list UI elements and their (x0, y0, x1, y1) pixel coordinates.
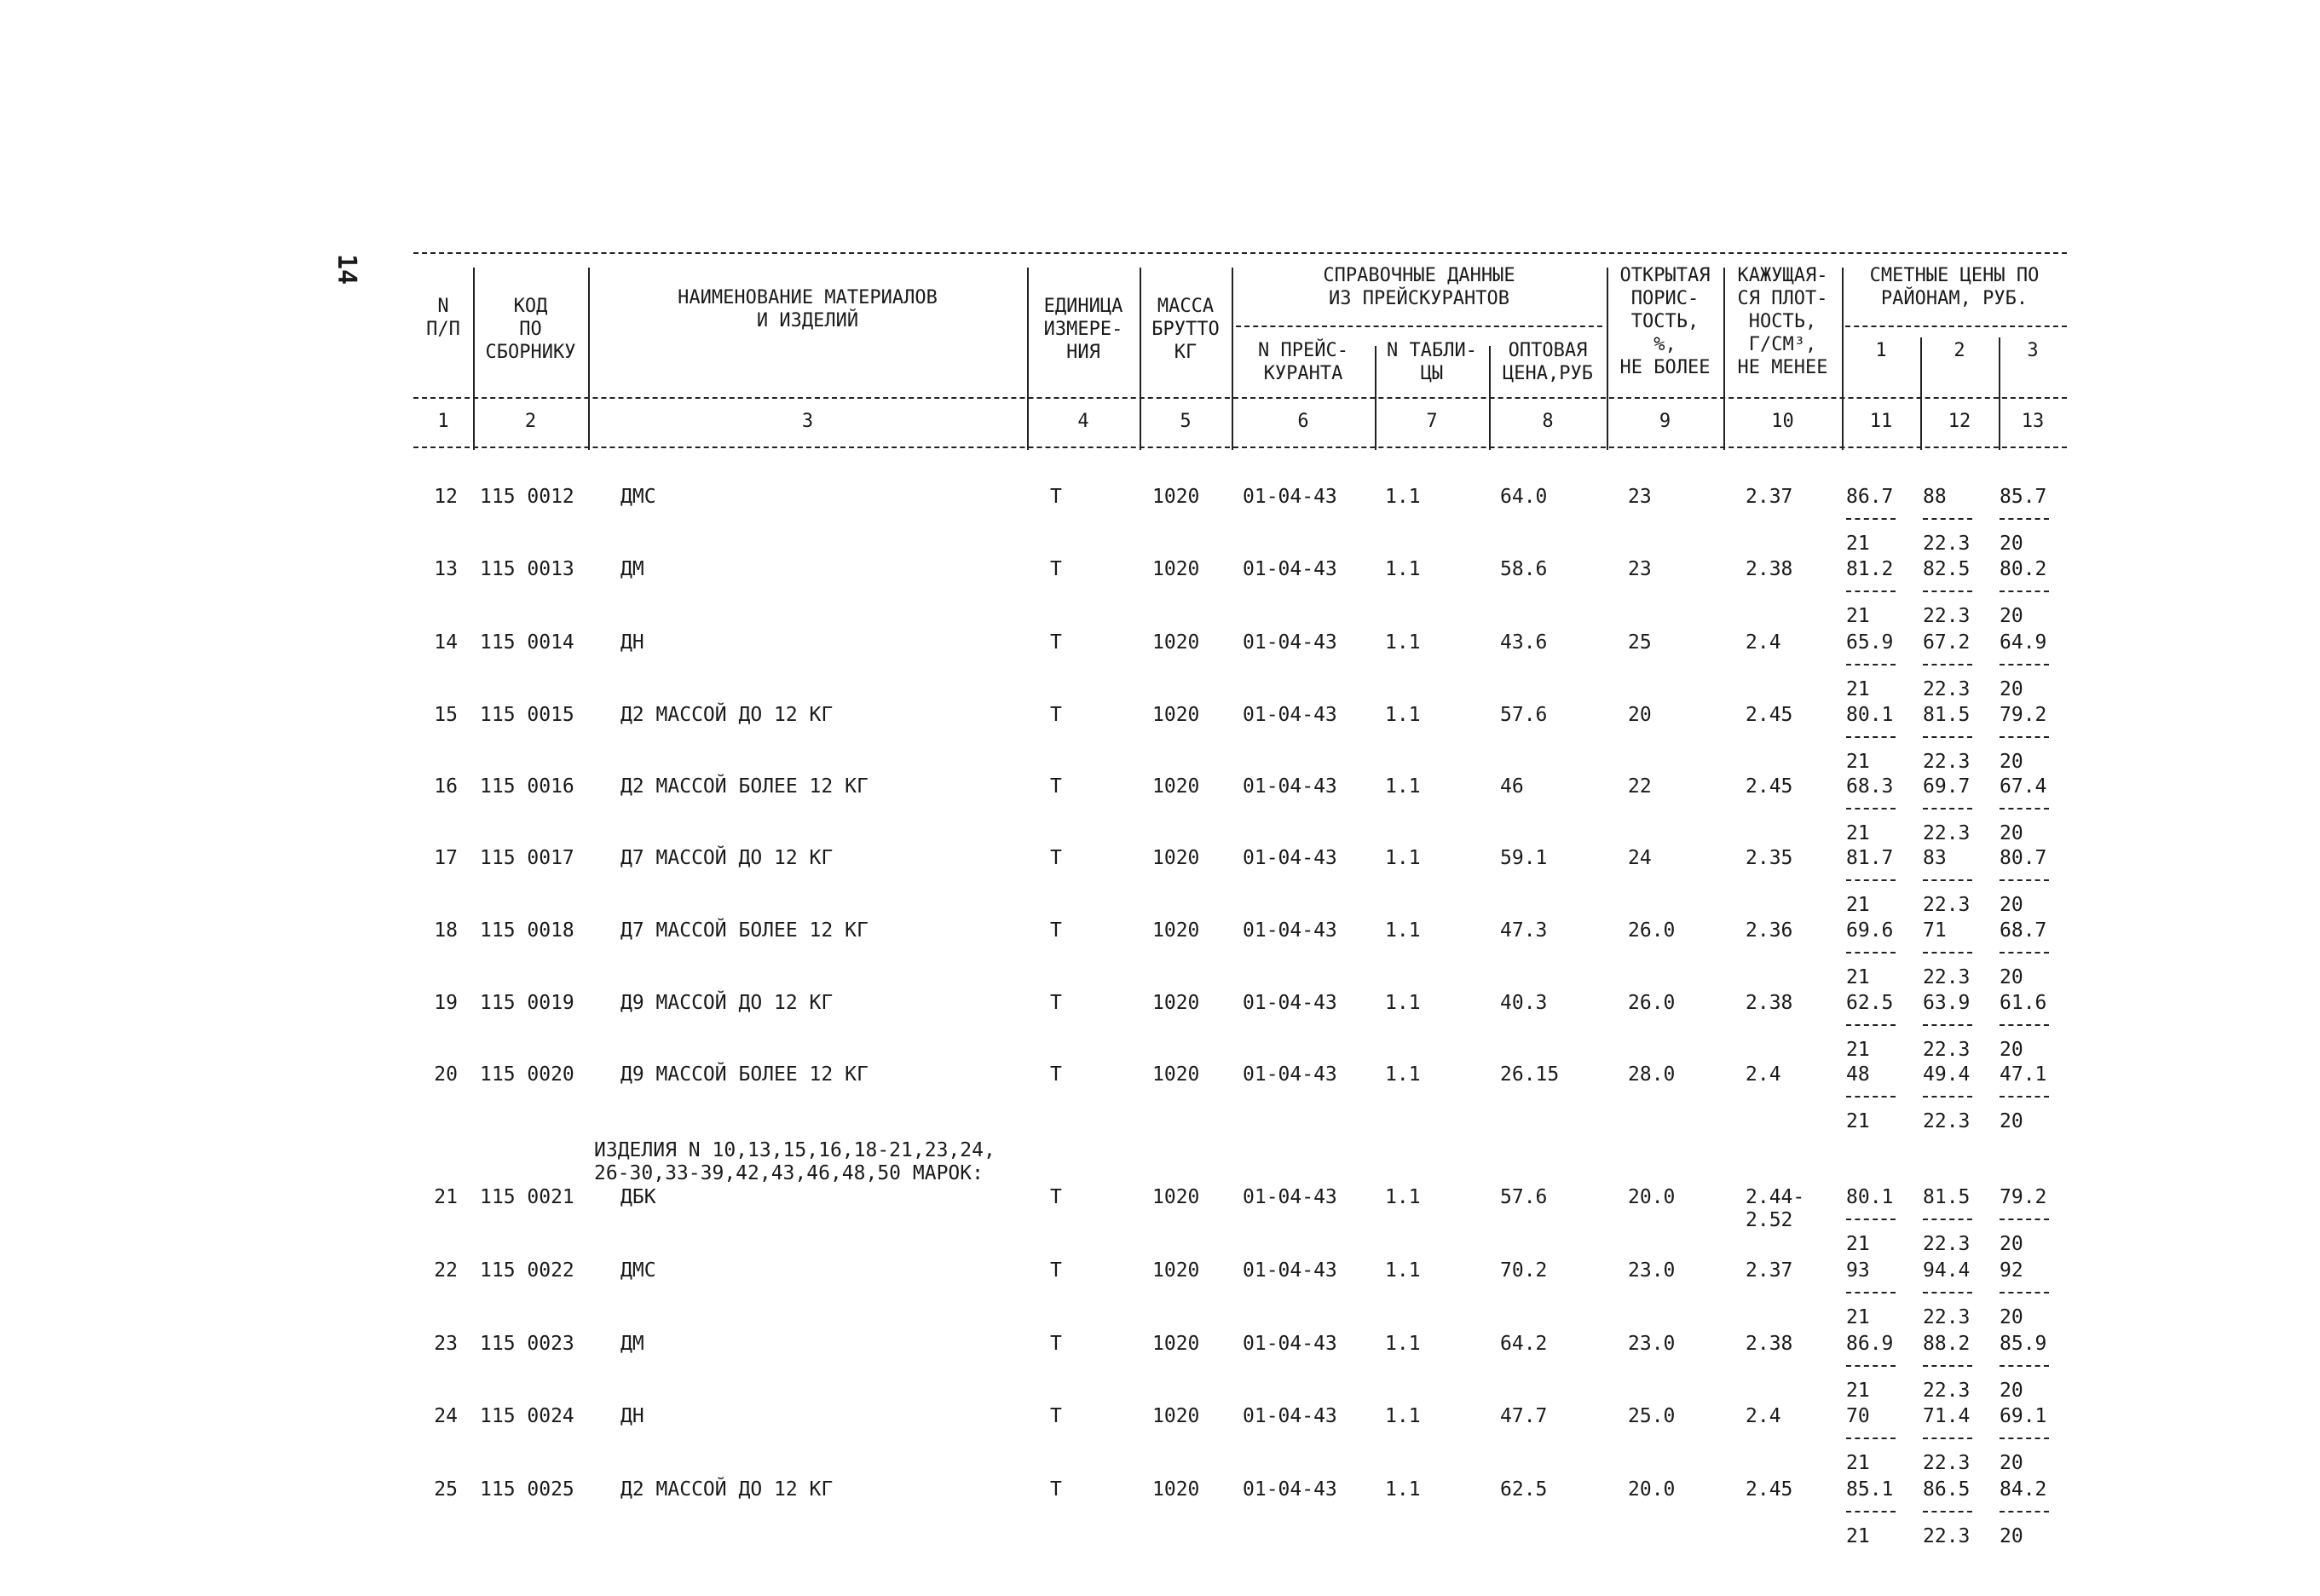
row-code: 115 0025 (480, 1478, 574, 1501)
row-price-region-2: 69.7 (1923, 775, 1971, 798)
row-mass: 1020 (1152, 1259, 1200, 1282)
row-porosity: 23 (1628, 558, 1652, 580)
row-density: 2.4 (1746, 631, 1781, 654)
row-density: 2.45 (1746, 704, 1793, 726)
page-number: 14 (332, 254, 361, 285)
row-porosity: 25 (1628, 631, 1652, 654)
row-coefficient-region-1: 21 (1846, 1110, 1870, 1132)
fraction-rule (2000, 808, 2049, 810)
row-code: 115 0016 (480, 775, 574, 798)
row-number: 22 (434, 1259, 458, 1282)
row-unit: Т (1050, 919, 1062, 942)
header-unit: ЕДИНИЦА ИЗМЕРЕ- НИЯ (1043, 296, 1123, 363)
fraction-rule (1846, 518, 1896, 520)
row-wholesale-price: 43.6 (1500, 631, 1548, 654)
row-coefficient-region-1: 21 (1846, 1380, 1870, 1402)
row-table: 1.1 (1385, 1333, 1421, 1355)
fraction-rule (1923, 664, 1972, 665)
column-number: 1 (437, 411, 449, 432)
column-number: 6 (1297, 411, 1309, 432)
row-name: ДН (620, 1405, 644, 1427)
row-unit: Т (1050, 1186, 1062, 1208)
row-pricelist: 01-04-43 (1243, 1063, 1337, 1086)
row-code: 115 0018 (480, 919, 574, 942)
row-density: 2.45 (1746, 1478, 1793, 1501)
row-coefficient-region-1: 21 (1846, 1306, 1870, 1328)
row-price-region-1: 93 (1846, 1259, 1870, 1282)
fraction-rule (1923, 1438, 1972, 1439)
row-porosity: 23.0 (1628, 1259, 1676, 1282)
fraction-rule (1846, 952, 1896, 954)
row-density: 2.4 (1746, 1063, 1781, 1086)
row-number: 19 (434, 992, 458, 1014)
row-price-region-2: 71 (1923, 919, 1947, 942)
row-table: 1.1 (1385, 1405, 1421, 1427)
row-name: Д7 МАССОЙ БОЛЕЕ 12 КГ (620, 919, 869, 942)
row-unit: Т (1050, 992, 1062, 1014)
row-price-region-2: 63.9 (1923, 992, 1971, 1014)
row-coefficient-region-1: 21 (1846, 751, 1870, 773)
row-mass: 1020 (1152, 1405, 1200, 1427)
row-coefficient-region-1: 21 (1846, 1039, 1870, 1061)
row-coefficient-region-2: 22.3 (1923, 605, 1971, 627)
row-coefficient-region-1: 21 (1846, 533, 1870, 555)
row-mass: 1020 (1152, 631, 1200, 654)
row-wholesale-price: 47.7 (1500, 1405, 1548, 1427)
row-density: 2.45 (1746, 775, 1793, 798)
row-name: Д7 МАССОЙ ДО 12 КГ (620, 847, 834, 869)
row-price-region-1: 48 (1846, 1063, 1870, 1086)
column-number: 11 (1869, 411, 1893, 432)
row-porosity: 23.0 (1628, 1333, 1676, 1355)
column-number: 10 (1771, 411, 1794, 432)
fraction-rule (2000, 1365, 2049, 1367)
fraction-rule (2000, 1511, 2049, 1512)
row-wholesale-price: 64.0 (1500, 486, 1548, 508)
row-porosity: 25.0 (1628, 1405, 1676, 1427)
row-price-region-2: 67.2 (1923, 631, 1971, 654)
row-density: 2.36 (1746, 919, 1793, 942)
row-coefficient-region-1: 21 (1846, 894, 1870, 916)
column-number: 5 (1180, 411, 1192, 432)
row-mass: 1020 (1152, 558, 1200, 580)
row-coefficient-region-3: 20 (2000, 822, 2023, 844)
fraction-rule (1846, 1096, 1896, 1098)
row-unit: Т (1050, 1478, 1062, 1501)
row-code: 115 0020 (480, 1063, 574, 1086)
row-price-region-3: 80.2 (2000, 558, 2047, 580)
row-pricelist: 01-04-43 (1243, 558, 1337, 580)
row-price-region-2: 86.5 (1923, 1478, 1971, 1501)
row-density: 2.37 (1746, 486, 1793, 508)
row-number: 12 (434, 486, 458, 508)
row-wholesale-price: 47.3 (1500, 919, 1548, 942)
row-porosity: 20.0 (1628, 1186, 1676, 1208)
row-porosity: 22 (1628, 775, 1652, 798)
row-name: Д2 МАССОЙ ДО 12 КГ (620, 704, 834, 726)
fraction-rule (1923, 1292, 1972, 1294)
row-price-region-2: 88.2 (1923, 1333, 1971, 1355)
row-table: 1.1 (1385, 631, 1421, 654)
fraction-rule (2000, 1024, 2049, 1026)
row-coefficient-region-3: 20 (2000, 605, 2023, 627)
row-price-region-3: 84.2 (2000, 1478, 2047, 1501)
row-number: 25 (434, 1478, 458, 1501)
row-price-region-1: 65.9 (1846, 631, 1894, 654)
row-price-region-2: 71.4 (1923, 1405, 1971, 1427)
row-table: 1.1 (1385, 1186, 1421, 1208)
row-table: 1.1 (1385, 486, 1421, 508)
row-wholesale-price: 57.6 (1500, 1186, 1548, 1208)
fraction-rule (1846, 1511, 1896, 1512)
row-unit: Т (1050, 1063, 1062, 1086)
row-number: 24 (434, 1405, 458, 1427)
row-price-region-1: 86.7 (1846, 486, 1894, 508)
row-mass: 1020 (1152, 847, 1200, 869)
column-number: 13 (2021, 411, 2045, 432)
row-price-region-3: 85.7 (2000, 486, 2047, 508)
row-density: 2.44- 2.52 (1746, 1186, 1805, 1231)
row-coefficient-region-2: 22.3 (1923, 894, 1971, 916)
row-name: Д2 МАССОЙ ДО 12 КГ (620, 1478, 834, 1501)
row-code: 115 0022 (480, 1259, 574, 1282)
row-wholesale-price: 64.2 (1500, 1333, 1548, 1355)
row-coefficient-region-1: 21 (1846, 1525, 1870, 1547)
fraction-rule (2000, 1292, 2049, 1294)
row-unit: Т (1050, 486, 1062, 508)
row-unit: Т (1050, 847, 1062, 869)
row-coefficient-region-1: 21 (1846, 822, 1870, 844)
header-name: НАИМЕНОВАНИЕ МАТЕРИАЛОВ И ИЗДЕЛИЙ (678, 287, 938, 331)
column-number: 4 (1077, 411, 1089, 432)
fraction-rule (1846, 664, 1896, 665)
row-coefficient-region-2: 22.3 (1923, 533, 1971, 555)
row-unit: Т (1050, 1405, 1062, 1427)
row-number: 13 (434, 558, 458, 580)
header-region-1: 1 (1875, 340, 1887, 361)
row-mass: 1020 (1152, 992, 1200, 1014)
column-number: 8 (1542, 411, 1554, 432)
fraction-rule (1846, 1219, 1896, 1220)
row-price-region-2: 88 (1923, 486, 1947, 508)
fraction-rule (1923, 952, 1972, 954)
row-name: ДМС (620, 1259, 656, 1282)
row-coefficient-region-2: 22.3 (1923, 678, 1971, 700)
row-name: Д9 МАССОЙ БОЛЕЕ 12 КГ (620, 1063, 869, 1086)
row-density: 2.35 (1746, 847, 1793, 869)
row-coefficient-region-1: 21 (1846, 678, 1870, 700)
row-number: 17 (434, 847, 458, 869)
row-mass: 1020 (1152, 775, 1200, 798)
row-coefficient-region-3: 20 (2000, 894, 2023, 916)
column-number: 7 (1426, 411, 1438, 432)
row-unit: Т (1050, 704, 1062, 726)
row-table: 1.1 (1385, 919, 1421, 942)
header-region-2: 2 (1954, 340, 1965, 361)
column-number: 12 (1948, 411, 1971, 432)
row-price-region-2: 49.4 (1923, 1063, 1971, 1086)
row-coefficient-region-3: 20 (2000, 751, 2023, 773)
row-coefficient-region-1: 21 (1846, 1452, 1870, 1474)
header-ref-group: СПРАВОЧНЫЕ ДАННЫЕ ИЗ ПРЕЙСКУРАНТОВ (1323, 265, 1515, 309)
row-pricelist: 01-04-43 (1243, 486, 1337, 508)
fraction-rule (1923, 1024, 1972, 1026)
row-price-region-3: 64.9 (2000, 631, 2047, 654)
row-name: Д9 МАССОЙ ДО 12 КГ (620, 992, 834, 1014)
row-name: ДМ (620, 1333, 644, 1355)
row-wholesale-price: 57.6 (1500, 704, 1548, 726)
fraction-rule (2000, 1219, 2049, 1220)
row-pricelist: 01-04-43 (1243, 1478, 1337, 1501)
fraction-rule (2000, 879, 2049, 881)
fraction-rule (2000, 952, 2049, 954)
row-name: Д2 МАССОЙ БОЛЕЕ 12 КГ (620, 775, 869, 798)
row-porosity: 23 (1628, 486, 1652, 508)
fraction-rule (1923, 591, 1972, 592)
row-porosity: 20.0 (1628, 1478, 1676, 1501)
row-coefficient-region-2: 22.3 (1923, 966, 1971, 988)
row-number: 15 (434, 704, 458, 726)
row-pricelist: 01-04-43 (1243, 992, 1337, 1014)
row-porosity: 28.0 (1628, 1063, 1676, 1086)
row-price-region-3: 80.7 (2000, 847, 2047, 869)
row-mass: 1020 (1152, 1186, 1200, 1208)
row-code: 115 0014 (480, 631, 574, 654)
row-price-region-3: 47.1 (2000, 1063, 2047, 1086)
row-coefficient-region-2: 22.3 (1923, 751, 1971, 773)
row-coefficient-region-1: 21 (1846, 605, 1870, 627)
row-price-region-2: 81.5 (1923, 1186, 1971, 1208)
row-name: ДМС (620, 486, 656, 508)
row-price-region-3: 67.4 (2000, 775, 2047, 798)
header-porosity: ОТКРЫТАЯ ПОРИС- ТОСТЬ, %, НЕ БОЛЕЕ (1619, 265, 1711, 378)
row-unit: Т (1050, 1333, 1062, 1355)
row-coefficient-region-2: 22.3 (1923, 1452, 1971, 1474)
row-number: 18 (434, 919, 458, 942)
header-density: КАЖУЩАЯ- СЯ ПЛОТ- НОСТЬ, Г/СМ³, НЕ МЕНЕЕ (1737, 265, 1828, 378)
column-number: 3 (801, 411, 814, 432)
row-code: 115 0021 (480, 1186, 574, 1208)
row-price-region-3: 79.2 (2000, 1186, 2047, 1208)
header-wholesale: ОПТОВАЯ ЦЕНА,РУБ (1503, 340, 1593, 384)
row-name: ДБК (620, 1186, 656, 1208)
row-coefficient-region-3: 20 (2000, 1233, 2023, 1255)
row-density: 2.37 (1746, 1259, 1793, 1282)
row-coefficient-region-3: 20 (2000, 1039, 2023, 1061)
row-wholesale-price: 46 (1500, 775, 1524, 798)
row-coefficient-region-3: 20 (2000, 1110, 2023, 1132)
fraction-rule (1923, 736, 1972, 738)
row-wholesale-price: 26.15 (1500, 1063, 1560, 1086)
fraction-rule (1846, 1024, 1896, 1026)
fraction-rule (1846, 1365, 1896, 1367)
row-wholesale-price: 62.5 (1500, 1478, 1548, 1501)
row-pricelist: 01-04-43 (1243, 704, 1337, 726)
fraction-rule (1923, 1365, 1972, 1367)
row-price-region-1: 86.9 (1846, 1333, 1894, 1355)
column-number: 2 (524, 411, 537, 432)
fraction-rule (1923, 1219, 1972, 1220)
fraction-rule (1846, 1292, 1896, 1294)
row-coefficient-region-3: 20 (2000, 1452, 2023, 1474)
row-coefficient-region-2: 22.3 (1923, 1525, 1971, 1547)
row-table: 1.1 (1385, 1478, 1421, 1501)
fraction-rule (2000, 591, 2049, 592)
row-code: 115 0024 (480, 1405, 574, 1427)
fraction-rule (1923, 808, 1972, 810)
fraction-rule (1846, 1438, 1896, 1439)
row-coefficient-region-2: 22.3 (1923, 1039, 1971, 1061)
row-price-region-2: 83 (1923, 847, 1947, 869)
fraction-rule (1846, 591, 1896, 592)
row-price-region-1: 80.1 (1846, 704, 1894, 726)
row-coefficient-region-2: 22.3 (1923, 1110, 1971, 1132)
row-price-region-2: 82.5 (1923, 558, 1971, 580)
row-wholesale-price: 58.6 (1500, 558, 1548, 580)
row-code: 115 0023 (480, 1333, 574, 1355)
row-mass: 1020 (1152, 1333, 1200, 1355)
row-pricelist: 01-04-43 (1243, 1333, 1337, 1355)
fraction-rule (1923, 1511, 1972, 1512)
row-price-region-1: 81.2 (1846, 558, 1894, 580)
fraction-rule (1846, 808, 1896, 810)
row-coefficient-region-2: 22.3 (1923, 1233, 1971, 1255)
row-coefficient-region-3: 20 (2000, 1306, 2023, 1328)
row-mass: 1020 (1152, 1063, 1200, 1086)
row-pricelist: 01-04-43 (1243, 1259, 1337, 1282)
row-wholesale-price: 40.3 (1500, 992, 1548, 1014)
row-table: 1.1 (1385, 704, 1421, 726)
row-unit: Т (1050, 1259, 1062, 1282)
row-coefficient-region-3: 20 (2000, 678, 2023, 700)
row-price-region-1: 80.1 (1846, 1186, 1894, 1208)
fraction-rule (1923, 1096, 1972, 1098)
row-price-region-1: 70 (1846, 1405, 1870, 1427)
row-table: 1.1 (1385, 558, 1421, 580)
row-coefficient-region-3: 20 (2000, 533, 2023, 555)
row-mass: 1020 (1152, 704, 1200, 726)
row-code: 115 0019 (480, 992, 574, 1014)
row-price-region-3: 85.9 (2000, 1333, 2047, 1355)
row-code: 115 0012 (480, 486, 574, 508)
fraction-rule (1846, 736, 1896, 738)
row-coefficient-region-3: 20 (2000, 966, 2023, 988)
row-pricelist: 01-04-43 (1243, 631, 1337, 654)
fraction-rule (1846, 879, 1896, 881)
row-price-region-1: 81.7 (1846, 847, 1894, 869)
row-density: 2.38 (1746, 992, 1793, 1014)
row-table: 1.1 (1385, 992, 1421, 1014)
header-prices-group: СМЕТНЫЕ ЦЕНЫ ПО РАЙОНАМ, РУБ. (1869, 265, 2040, 309)
row-porosity: 26.0 (1628, 992, 1676, 1014)
row-price-region-1: 62.5 (1846, 992, 1894, 1014)
row-coefficient-region-3: 20 (2000, 1525, 2023, 1547)
row-density: 2.4 (1746, 1405, 1781, 1427)
row-price-region-3: 79.2 (2000, 704, 2047, 726)
row-code: 115 0017 (480, 847, 574, 869)
row-number: 21 (434, 1186, 458, 1208)
header-region-3: 3 (2027, 340, 2039, 361)
row-wholesale-price: 70.2 (1500, 1259, 1548, 1282)
column-number: 9 (1659, 411, 1671, 432)
row-number: 20 (434, 1063, 458, 1086)
header-mass: МАССА БРУТТО КГ (1151, 296, 1220, 363)
row-code: 115 0013 (480, 558, 574, 580)
row-unit: Т (1050, 775, 1062, 798)
fraction-rule (2000, 736, 2049, 738)
row-table: 1.1 (1385, 775, 1421, 798)
row-price-region-3: 68.7 (2000, 919, 2047, 942)
row-density: 2.38 (1746, 1333, 1793, 1355)
row-wholesale-price: 59.1 (1500, 847, 1548, 869)
row-mass: 1020 (1152, 1478, 1200, 1501)
header-table: N ТАБЛИ- ЦЫ (1387, 340, 1477, 384)
row-table: 1.1 (1385, 1063, 1421, 1086)
row-density: 2.38 (1746, 558, 1793, 580)
row-price-region-2: 94.4 (1923, 1259, 1971, 1282)
row-porosity: 26.0 (1628, 919, 1676, 942)
row-price-region-3: 69.1 (2000, 1405, 2047, 1427)
row-price-region-2: 81.5 (1923, 704, 1971, 726)
fraction-rule (2000, 518, 2049, 520)
row-pricelist: 01-04-43 (1243, 919, 1337, 942)
row-price-region-3: 61.6 (2000, 992, 2047, 1014)
fraction-rule (1923, 518, 1972, 520)
row-coefficient-region-3: 20 (2000, 1380, 2023, 1402)
header-code: КОД ПО СБОРНИКУ (485, 296, 576, 363)
fraction-rule (2000, 1438, 2049, 1439)
row-pricelist: 01-04-43 (1243, 847, 1337, 869)
row-pricelist: 01-04-43 (1243, 775, 1337, 798)
row-price-region-1: 68.3 (1846, 775, 1894, 798)
header-pricelist: N ПРЕЙС- КУРАНТА (1258, 340, 1348, 384)
row-coefficient-region-1: 21 (1846, 966, 1870, 988)
row-coefficient-region-2: 22.3 (1923, 1306, 1971, 1328)
header-num: N П/П (426, 296, 460, 340)
row-name: ДН (620, 631, 644, 654)
row-pricelist: 01-04-43 (1243, 1186, 1337, 1208)
row-porosity: 24 (1628, 847, 1652, 869)
row-coefficient-region-2: 22.3 (1923, 822, 1971, 844)
row-price-region-1: 69.6 (1846, 919, 1894, 942)
row-unit: Т (1050, 558, 1062, 580)
row-table: 1.1 (1385, 847, 1421, 869)
group-note: ИЗДЕЛИЯ N 10,13,15,16,18-21,23,24, 26-30,33-39,42,43,46,48,50 МАРОК: (594, 1139, 996, 1184)
row-mass: 1020 (1152, 919, 1200, 942)
row-name: ДМ (620, 558, 644, 580)
row-coefficient-region-2: 22.3 (1923, 1380, 1971, 1402)
row-price-region-1: 85.1 (1846, 1478, 1894, 1501)
row-pricelist: 01-04-43 (1243, 1405, 1337, 1427)
row-number: 23 (434, 1333, 458, 1355)
row-number: 16 (434, 775, 458, 798)
row-code: 115 0015 (480, 704, 574, 726)
row-coefficient-region-1: 21 (1846, 1233, 1870, 1255)
fraction-rule (1923, 879, 1972, 881)
row-unit: Т (1050, 631, 1062, 654)
fraction-rule (2000, 1096, 2049, 1098)
row-porosity: 20 (1628, 704, 1652, 726)
row-table: 1.1 (1385, 1259, 1421, 1282)
row-price-region-3: 92 (2000, 1259, 2023, 1282)
row-number: 14 (434, 631, 458, 654)
fraction-rule (2000, 664, 2049, 665)
row-mass: 1020 (1152, 486, 1200, 508)
